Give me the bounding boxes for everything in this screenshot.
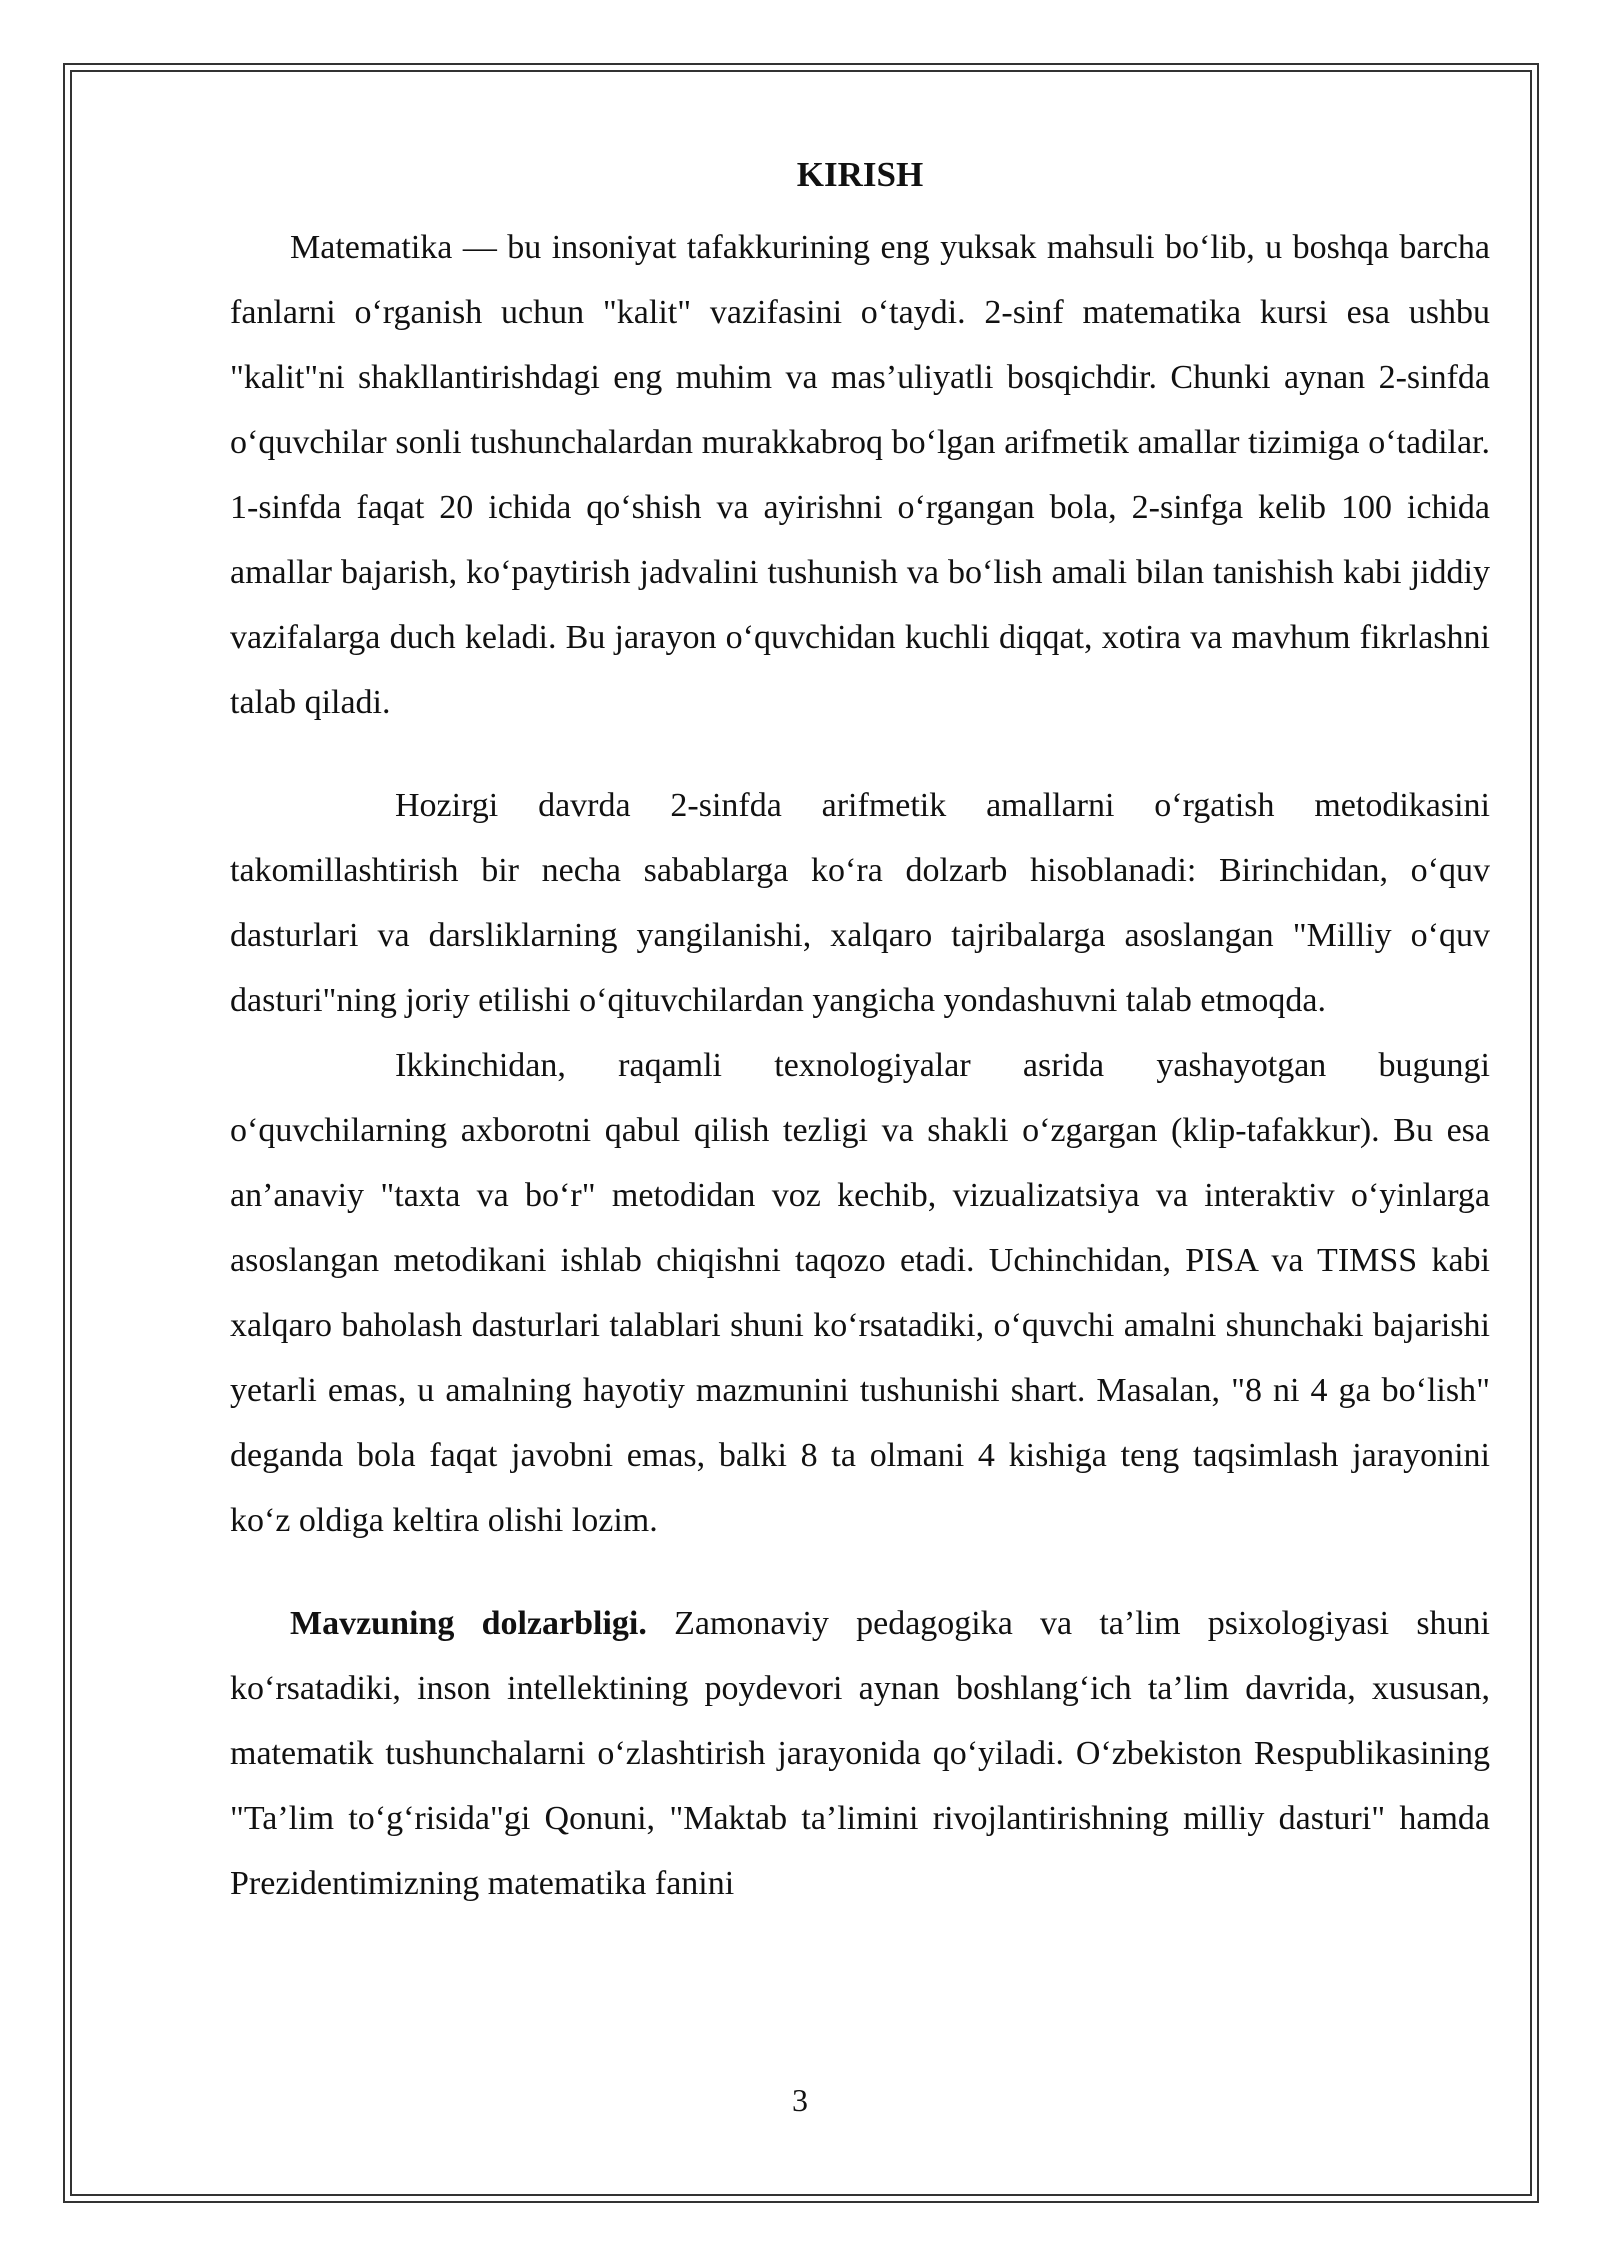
paragraph-gap: [230, 1553, 1490, 1591]
page-number: 3: [792, 2082, 808, 2118]
topic-relevance-heading: Mavzuning dolzarbligi.: [290, 1605, 647, 1642]
paragraph-relevance-reasons: Hozirgi davrda 2-sinfda arifmetik amallarni o‘rgatish metodikasini takomillashtirish bir necha sabablarga ko‘ra dolzarb hisoblanadi: Birinchidan, o‘quv dasturlari va darsliklarning yangilanishi, xalqaro tajribalarga asoslangan "Milliy o‘quv dasturi"ning joriy etilishi o‘qituvchilardan yangicha yondashuvni talab etmoqda.: [230, 787, 1490, 1019]
topic-relevance-text: Zamonaviy pedagogika va ta’lim psixologiyasi shuni ko‘rsatadiki, inson intellektining poydevori aynan boshlang‘ich ta’lim davrida, xususan, matematik tushunchalarni o‘zlashtirish jarayonida qo‘yiladi. O‘zbekiston Respublikasining "Ta’lim to‘g‘risida"gi Qonuni, "Maktab ta’limini rivojlantirishning milliy dasturi" hamda Prezidentimizning matematika fanini: [230, 1605, 1490, 1902]
paragraph-intro: Matematika — bu insoniyat tafakkurining eng yuksak mahsuli bo‘lib, u boshqa barcha fanlarni o‘rganish uchun "kalit" vazifasini o‘taydi. 2-sinf matematika kursi esa ushbu "kalit"ni shakllantirishdagi eng muhim va mas’uliyatli bosqichdir. Chunki aynan 2-sinfda o‘quvchilar sonli tushunchalardan murakkabroq bo‘lgan arifmetik amallar tizimiga o‘tadilar. 1-sinfda faqat 20 ichida qo‘shish va ayirishni o‘rgangan bola, 2-sinfga kelib 100 ichida amallar bajarish, ko‘paytirish jadvalini tushunish va bo‘lish amali bilan tanishish kabi jiddiy vazifalarga duch keladi. Bu jarayon o‘quvchidan kuchli diqqat, xotira va mavhum fikrlashni talab qiladi.: [230, 229, 1490, 721]
paragraph-gap: [230, 735, 1490, 773]
paragraph-second-reason: Ikkinchidan, raqamli texnologiyalar asrida yashayotgan bugungi o‘quvchilarning axborotni qabul qilish tezligi va shakli o‘zgargan (klip-tafakkur). Bu esa an’anaviy "taxta va bo‘r" metodidan voz kechib, vizualizatsiya va interaktiv o‘yinlarga asoslangan metodikani ishlab chiqishni taqozo etadi. Uchinchidan, PISA va TIMSS kabi xalqaro baholash dasturlari talablari shuni ko‘rsatadiki, o‘quvchi amalni shunchaki bajarishi yetarli emas, u amalning hayotiy mazmunini tushunishi shart. Masalan, "8 ni 4 ga bo‘lish" deganda bola faqat javobni emas, balki 8 ta olmani 4 kishiga teng taqsimlash jarayonini ko‘z oldiga keltira olishi lozim.: [230, 1047, 1490, 1539]
page-content: [230, 145, 1490, 1916]
paragraph-topic-relevance: [230, 1591, 1490, 1916]
page-title: KIRISH: [796, 155, 924, 194]
